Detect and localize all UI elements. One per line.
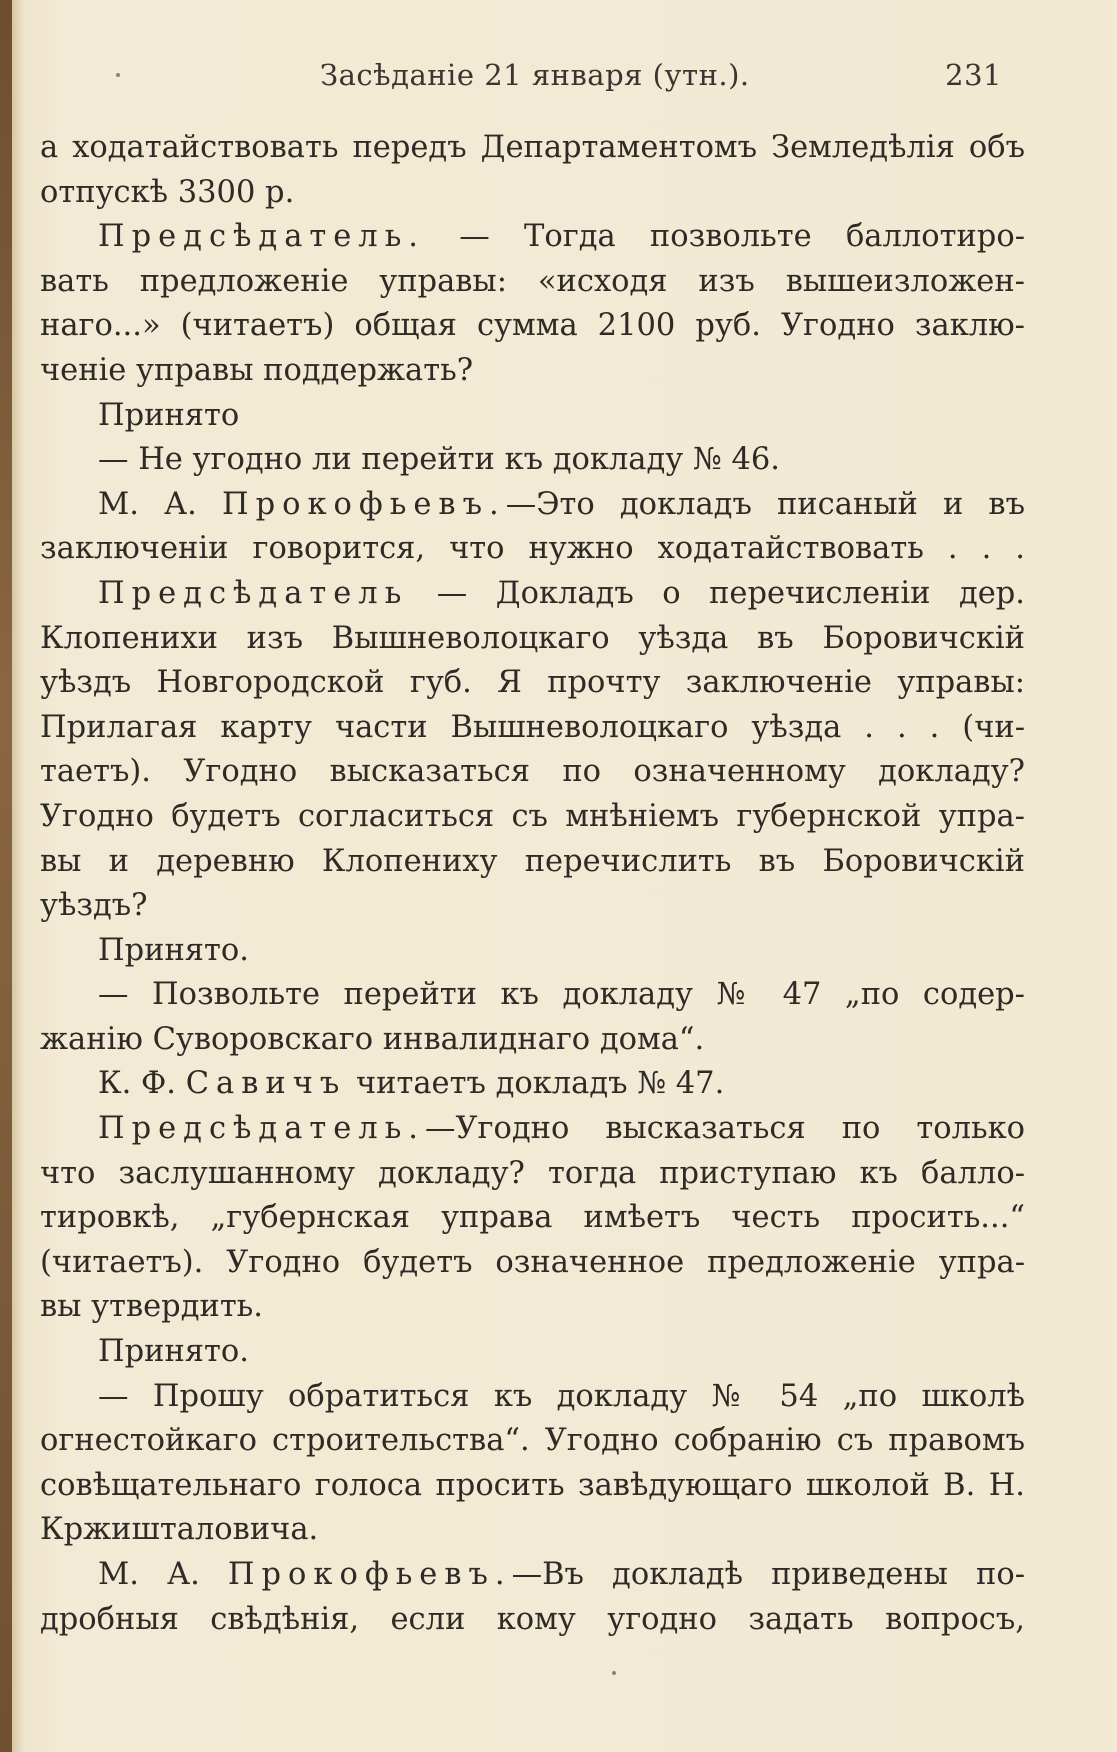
page-spine-edge: [0, 0, 12, 1752]
line-text: Клопенихи изъ Вышневолоцкаго уѣзда въ Боровичскій: [40, 620, 1025, 656]
line-text: вать предложеніе управы: «исходя изъ вышеизложен-: [40, 263, 1025, 299]
text-line: [40, 1553, 1025, 1598]
text-line: [40, 884, 1025, 929]
line-text: Принято: [98, 397, 240, 433]
header-title: Засѣданіе 21 января (утн.).: [320, 58, 750, 92]
text-line: [40, 1152, 1025, 1197]
line-text: вы утвердить.: [40, 1289, 263, 1325]
text-line: [40, 260, 1025, 305]
line-text: что заслушанному докладу? тогда приступаю къ балло-: [40, 1155, 1025, 1191]
text-line: [40, 527, 1025, 572]
line-text: Кржишталовича.: [40, 1512, 319, 1548]
line-text: дробныя свѣдѣнія, если кому угодно задать вопросъ,: [40, 1601, 1025, 1637]
text-line: [40, 973, 1025, 1018]
line-text: совѣщательнаго голоса просить завѣдующаго школой В. Н.: [40, 1467, 1025, 1503]
text-line: [40, 1196, 1025, 1241]
text-line: [40, 1330, 1025, 1375]
line-text: —Это докладъ писаный и въ: [505, 486, 1025, 522]
text-line: [40, 349, 1025, 394]
text-line: [40, 1285, 1025, 1330]
line-text: ченіе управы поддержать?: [40, 352, 474, 388]
speaker-name: Прокофьевъ.: [227, 1557, 512, 1592]
text-line: [40, 1241, 1025, 1286]
text-line: [40, 572, 1025, 617]
text-line: [40, 1598, 1025, 1643]
line-text: — Тогда позвольте баллотиро-: [425, 219, 1025, 255]
text-line: [40, 1419, 1025, 1464]
text-line: [40, 840, 1025, 885]
line-text: уѣздъ?: [40, 888, 148, 924]
text-line: [40, 438, 1025, 483]
line-text: Принято.: [98, 1334, 249, 1370]
text-line: [40, 304, 1025, 349]
print-speck: [116, 73, 120, 77]
line-text: Угодно будетъ согласиться съ мнѣніемъ губернской упра-: [40, 798, 1025, 834]
speaker-name: Предсѣдатель.: [98, 1111, 425, 1147]
line-text: (читаетъ). Угодно будетъ означенное предложеніе упра-: [40, 1244, 1025, 1280]
text-line: [40, 617, 1025, 662]
line-text: Прилагая карту части Вышневолоцкаго уѣзда . . . (чи-: [40, 709, 1025, 745]
text-line: [40, 1107, 1025, 1152]
line-text: вы и деревню Клопениху перечислить въ Боровичскій: [40, 843, 1025, 879]
speaker-name: Предсѣдатель: [98, 575, 409, 611]
text-line: [40, 126, 1025, 171]
line-text: тировкѣ, „губернская управа имѣетъ честь просить...“: [40, 1200, 1025, 1236]
body-text: [40, 126, 1025, 1642]
line-text: —Въ докладѣ приведены по-: [511, 1557, 1025, 1592]
text-line: [40, 661, 1025, 706]
print-speck: [612, 1671, 616, 1675]
line-text: таетъ). Угодно высказаться по означенному докладу?: [40, 754, 1025, 790]
line-text: — Докладъ о перечисленіи дер.: [408, 575, 1025, 611]
speaker-name: Прокофьевъ.: [221, 486, 506, 522]
line-text: а ходатайствовать передъ Департаментомъ Земледѣлія объ: [40, 130, 1025, 165]
speaker-initials: К. Ф.: [98, 1066, 186, 1102]
line-text: Принято.: [98, 932, 249, 968]
text-line: [40, 215, 1025, 260]
text-line: [40, 1464, 1025, 1509]
speaker-name: Предсѣдатель.: [98, 219, 425, 255]
line-text: — Позвольте перейти къ докладу № 47 „по содер-: [98, 977, 1025, 1013]
line-text: — Прошу обратиться къ докладу № 54 „по школѣ: [98, 1378, 1025, 1414]
speaker-initials: М. А.: [98, 1557, 228, 1592]
line-text: читаетъ докладъ № 47.: [346, 1066, 725, 1102]
text-line: [40, 1508, 1025, 1553]
line-text: жанію Суворовскаго инвалиднаго дома“.: [40, 1021, 705, 1057]
text-line: [40, 394, 1025, 439]
text-line: [40, 1018, 1025, 1063]
text-line: [40, 1062, 1025, 1107]
text-line: [40, 171, 1025, 216]
line-text: уѣздъ Новгородской губ. Я прочту заключеніе управы:: [40, 665, 1025, 701]
speaker-name: Савичъ: [185, 1066, 347, 1102]
text-line: [40, 750, 1025, 795]
text-line: [40, 1375, 1025, 1420]
text-line: [40, 483, 1025, 528]
text-line: [40, 795, 1025, 840]
running-header: [320, 58, 1002, 98]
line-text: —Угодно высказаться по только: [425, 1111, 1025, 1147]
line-text: заключеніи говорится, что нужно ходатайствовать . . .: [40, 531, 1025, 567]
line-text: отпускѣ 3300 р.: [40, 174, 295, 210]
speaker-initials: М. А.: [98, 486, 222, 522]
line-text: наго...» (читаетъ) общая сумма 2100 руб. Угодно заклю-: [40, 308, 1025, 344]
line-text: — Не угодно ли перейти къ докладу № 46.: [98, 442, 780, 478]
line-text: огнестойкаго строительства“. Угодно собранію съ правомъ: [40, 1423, 1025, 1459]
text-line: [40, 929, 1025, 974]
page-number: 231: [945, 58, 1002, 92]
text-line: [40, 706, 1025, 751]
